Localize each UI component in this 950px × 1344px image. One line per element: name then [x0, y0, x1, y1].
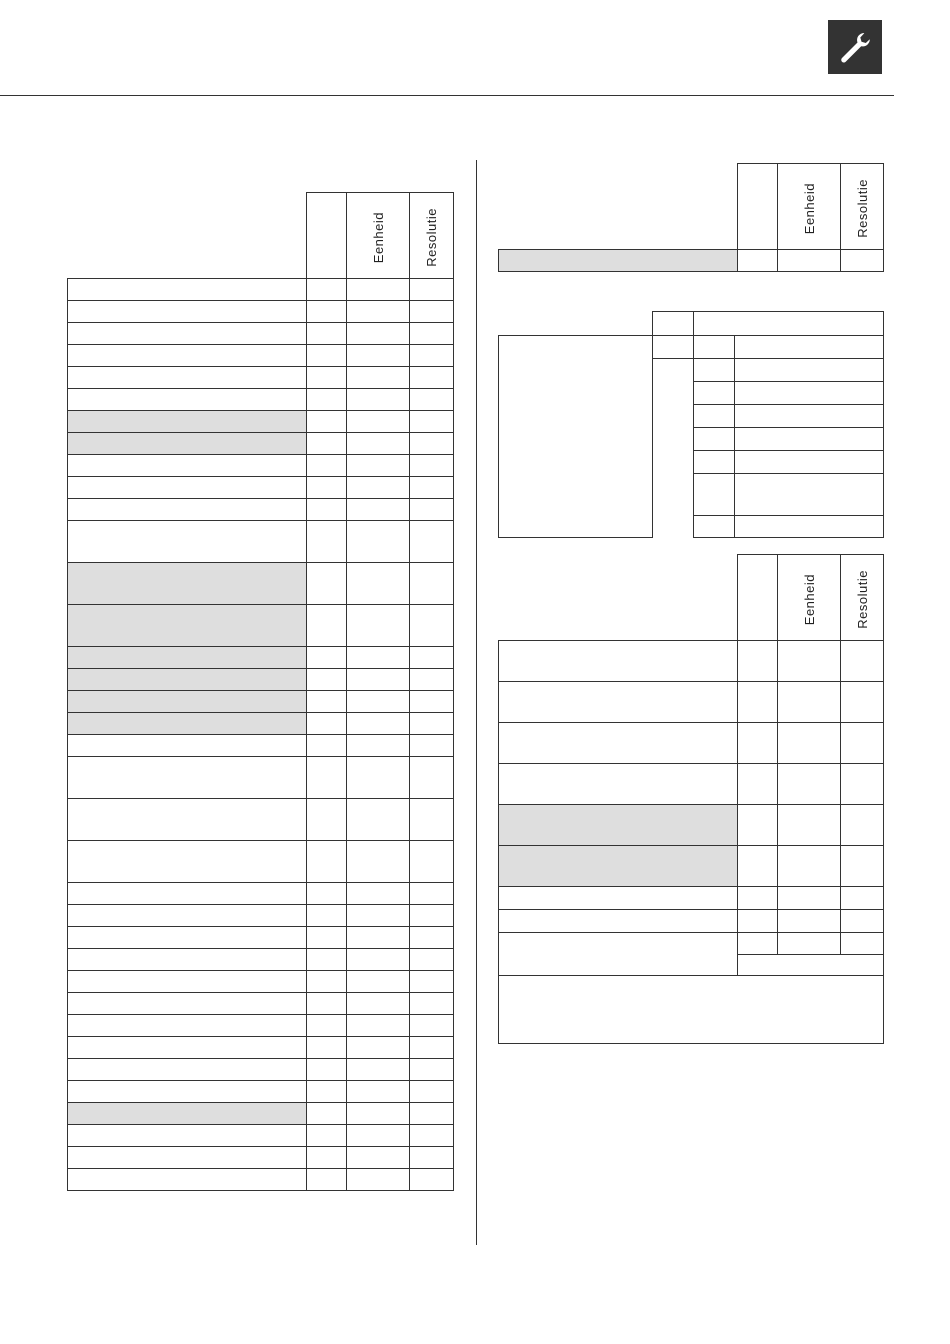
column-divider: [476, 160, 477, 1245]
parameter-cell: [68, 927, 307, 949]
parameter-cell: [499, 846, 738, 887]
code-cell: [307, 799, 347, 841]
table-row: [499, 641, 884, 682]
code-cell: [307, 1015, 347, 1037]
table-row: [68, 905, 454, 927]
resolution-cell: [841, 723, 884, 764]
unit-cell: [347, 605, 410, 647]
resolution-cell: [841, 805, 884, 846]
parameter-cell: [68, 713, 307, 735]
table-row: [68, 713, 454, 735]
table-row: [499, 805, 884, 846]
code-cell: [307, 883, 347, 905]
parameter-cell: [68, 1081, 307, 1103]
table-row: [499, 723, 884, 764]
code-cell: [738, 682, 778, 723]
wrench-icon: [828, 20, 882, 74]
unit-cell: [347, 345, 410, 367]
unit-cell: [347, 455, 410, 477]
table-row: [68, 1081, 454, 1103]
code-cell: [307, 367, 347, 389]
unit-cell: [347, 905, 410, 927]
code-cell: [738, 805, 778, 846]
resolution-cell: [410, 389, 454, 411]
parameter-cell: [68, 433, 307, 455]
resolution-cell: [841, 682, 884, 723]
table-row: [499, 336, 884, 359]
code-cell: [307, 433, 347, 455]
unit-cell: [347, 927, 410, 949]
left-parameter-table: [67, 192, 454, 1191]
parameter-cell: [68, 499, 307, 521]
unit-cell: [347, 477, 410, 499]
resolution-cell: [410, 323, 454, 345]
unit-cell: [347, 433, 410, 455]
parameter-cell: [68, 477, 307, 499]
resolution-cell: [410, 1169, 454, 1191]
table-row: [499, 910, 884, 933]
code-cell: [307, 691, 347, 713]
resolution-cell: [410, 345, 454, 367]
unit-cell: [347, 841, 410, 883]
code-cell: [307, 1037, 347, 1059]
parameter-cell: [68, 757, 307, 799]
table-row: [68, 499, 454, 521]
parameter-cell: [68, 605, 307, 647]
resolution-cell: [410, 647, 454, 669]
unit-cell: [347, 323, 410, 345]
unit-cell: [347, 279, 410, 301]
table-row: [68, 971, 454, 993]
code-cell: [307, 1059, 347, 1081]
table-row: [68, 669, 454, 691]
code-cell: [738, 723, 778, 764]
right-top-table: [498, 163, 884, 272]
resolution-cell: [410, 691, 454, 713]
parameter-cell: [68, 949, 307, 971]
table-row: [68, 647, 454, 669]
table-row: [68, 841, 454, 883]
parameter-cell: [68, 1169, 307, 1191]
parameter-cell: [68, 367, 307, 389]
unit-cell: [347, 1015, 410, 1037]
resolution-cell: [410, 1081, 454, 1103]
table-row: [68, 367, 454, 389]
code-cell: [307, 841, 347, 883]
parameter-cell: [68, 799, 307, 841]
table-row: [499, 887, 884, 910]
parameter-cell: [68, 905, 307, 927]
parameter-cell: [68, 971, 307, 993]
unit-cell: [347, 735, 410, 757]
unit-cell: [347, 1169, 410, 1191]
resolution-cell: [410, 905, 454, 927]
unit-cell: [347, 1037, 410, 1059]
resolution-cell: [410, 883, 454, 905]
code-cell: [738, 641, 778, 682]
code-cell: [307, 389, 347, 411]
code-cell: [307, 279, 347, 301]
resolution-cell: [410, 477, 454, 499]
unit-cell: [347, 691, 410, 713]
table-row: [68, 1015, 454, 1037]
parameter-cell: [499, 641, 738, 682]
resolution-cell: [410, 949, 454, 971]
unit-cell: [347, 301, 410, 323]
table-row: [68, 993, 454, 1015]
unit-cell: [347, 993, 410, 1015]
table-row: [68, 563, 454, 605]
resolution-cell: [841, 846, 884, 887]
table-row: [68, 455, 454, 477]
unit-cell: [347, 1059, 410, 1081]
resolution-cell: [410, 1059, 454, 1081]
right-bottom-header: [499, 555, 884, 641]
unit-cell: [347, 1125, 410, 1147]
parameter-cell: [68, 1015, 307, 1037]
resolution-cell: [410, 301, 454, 323]
table-row: [68, 1169, 454, 1191]
table-row: [68, 605, 454, 647]
table-row: [68, 1147, 454, 1169]
table-row: [68, 691, 454, 713]
table-row: [68, 323, 454, 345]
resolution-cell: [841, 641, 884, 682]
unit-cell: [347, 367, 410, 389]
right-bottom-table: [498, 554, 884, 1044]
table-row: [499, 250, 884, 272]
parameter-cell: [68, 691, 307, 713]
unit-header: Eenheid: [801, 573, 817, 626]
parameter-cell: [68, 323, 307, 345]
unit-cell: [347, 647, 410, 669]
table-row: [68, 1037, 454, 1059]
code-cell: [307, 521, 347, 563]
table-row: [68, 279, 454, 301]
table-row: [68, 735, 454, 757]
parameter-cell: [68, 993, 307, 1015]
code-cell: [738, 846, 778, 887]
resolution-cell: [410, 799, 454, 841]
resolution-cell: [410, 735, 454, 757]
unit-cell: [347, 411, 410, 433]
unit-cell: [778, 764, 841, 805]
unit-cell: [347, 389, 410, 411]
unit-cell: [347, 949, 410, 971]
table-row: [68, 927, 454, 949]
resolution-cell: [410, 521, 454, 563]
resolution-cell: [410, 279, 454, 301]
code-cell: [738, 764, 778, 805]
parameter-cell: [499, 805, 738, 846]
table-row: [68, 949, 454, 971]
table-row: [68, 883, 454, 905]
value-table-header: [499, 312, 884, 336]
resolution-cell: [410, 411, 454, 433]
code-cell: [307, 1169, 347, 1191]
parameter-cell: [68, 883, 307, 905]
code-cell: [307, 563, 347, 605]
code-cell: [307, 669, 347, 691]
unit-cell: [778, 805, 841, 846]
unit-cell: [778, 846, 841, 887]
parameter-cell: [68, 1125, 307, 1147]
parameter-cell: [68, 345, 307, 367]
code-cell: [307, 735, 347, 757]
code-cell: [307, 927, 347, 949]
code-cell: [307, 477, 347, 499]
unit-cell: [347, 971, 410, 993]
parameter-cell: [68, 1059, 307, 1081]
unit-cell: [347, 499, 410, 521]
table-row: [68, 1059, 454, 1081]
resolution-cell: [410, 367, 454, 389]
code-cell: [307, 605, 347, 647]
note-box: [499, 976, 884, 1044]
code-cell: [307, 1125, 347, 1147]
resolution-header: Resolutie: [424, 208, 439, 267]
parameter-cell: [68, 411, 307, 433]
code-cell: [307, 455, 347, 477]
parameter-cell: [68, 669, 307, 691]
table-row: [499, 764, 884, 805]
code-cell: [307, 713, 347, 735]
unit-cell: [347, 757, 410, 799]
resolution-cell: [410, 499, 454, 521]
code-cell: [307, 1147, 347, 1169]
table-row: [68, 1125, 454, 1147]
unit-cell: [347, 883, 410, 905]
table-row: [68, 433, 454, 455]
resolution-cell: [410, 1103, 454, 1125]
right-value-table: [498, 311, 884, 538]
parameter-cell: [68, 841, 307, 883]
code-cell: [307, 971, 347, 993]
parameter-cell: [68, 301, 307, 323]
parameter-cell: [68, 1147, 307, 1169]
header-rule: [0, 95, 894, 96]
table-row: [68, 799, 454, 841]
resolution-cell: [410, 1125, 454, 1147]
right-top-header: [499, 164, 884, 250]
code-cell: [307, 1103, 347, 1125]
table-row: [499, 682, 884, 723]
code-cell: [307, 1081, 347, 1103]
code-cell: [307, 345, 347, 367]
unit-cell: [347, 669, 410, 691]
unit-header: Eenheid: [801, 182, 817, 235]
code-cell: [307, 993, 347, 1015]
resolution-cell: [410, 927, 454, 949]
parameter-cell: [68, 735, 307, 757]
resolution-cell: [841, 764, 884, 805]
table-row: [499, 846, 884, 887]
resolution-cell: [410, 1147, 454, 1169]
table-row: [68, 389, 454, 411]
unit-cell: [778, 682, 841, 723]
table-row: [68, 521, 454, 563]
resolution-cell: [410, 971, 454, 993]
parameter-cell: [68, 279, 307, 301]
parameter-cell: [68, 389, 307, 411]
resolution-cell: [410, 1037, 454, 1059]
parameter-cell: [68, 521, 307, 563]
resolution-cell: [410, 605, 454, 647]
code-cell: [307, 757, 347, 799]
resolution-cell: [410, 455, 454, 477]
unit-cell: [778, 723, 841, 764]
unit-cell: [347, 1081, 410, 1103]
code-cell: [307, 411, 347, 433]
parameter-cell: [68, 1103, 307, 1125]
resolution-header: Resolutie: [854, 179, 870, 238]
resolution-cell: [410, 993, 454, 1015]
table-row: [68, 345, 454, 367]
table-row: [68, 301, 454, 323]
code-cell: [307, 323, 347, 345]
table-row: [68, 411, 454, 433]
resolution-cell: [410, 713, 454, 735]
unit-header: Eenheid: [370, 211, 386, 264]
unit-cell: [347, 521, 410, 563]
parameter-cell: [499, 682, 738, 723]
parameter-cell: [499, 723, 738, 764]
left-table-header: [68, 193, 454, 279]
resolution-cell: [410, 433, 454, 455]
code-cell: [307, 905, 347, 927]
unit-cell: [778, 641, 841, 682]
resolution-cell: [410, 563, 454, 605]
table-row: [499, 933, 884, 955]
parameter-cell: [68, 455, 307, 477]
resolution-cell: [410, 669, 454, 691]
table-row: [68, 1103, 454, 1125]
code-cell: [307, 647, 347, 669]
resolution-cell: [410, 757, 454, 799]
parameter-cell: [499, 764, 738, 805]
code-cell: [307, 499, 347, 521]
parameter-cell: [68, 1037, 307, 1059]
unit-cell: [347, 1103, 410, 1125]
unit-cell: [347, 563, 410, 605]
code-cell: [307, 949, 347, 971]
parameter-cell: [68, 647, 307, 669]
unit-cell: [347, 713, 410, 735]
unit-cell: [347, 1147, 410, 1169]
parameter-cell: [68, 563, 307, 605]
resolution-header: Resolutie: [854, 570, 870, 629]
table-row: [68, 757, 454, 799]
code-cell: [307, 301, 347, 323]
resolution-cell: [410, 841, 454, 883]
table-row: [68, 477, 454, 499]
resolution-cell: [410, 1015, 454, 1037]
unit-cell: [347, 799, 410, 841]
